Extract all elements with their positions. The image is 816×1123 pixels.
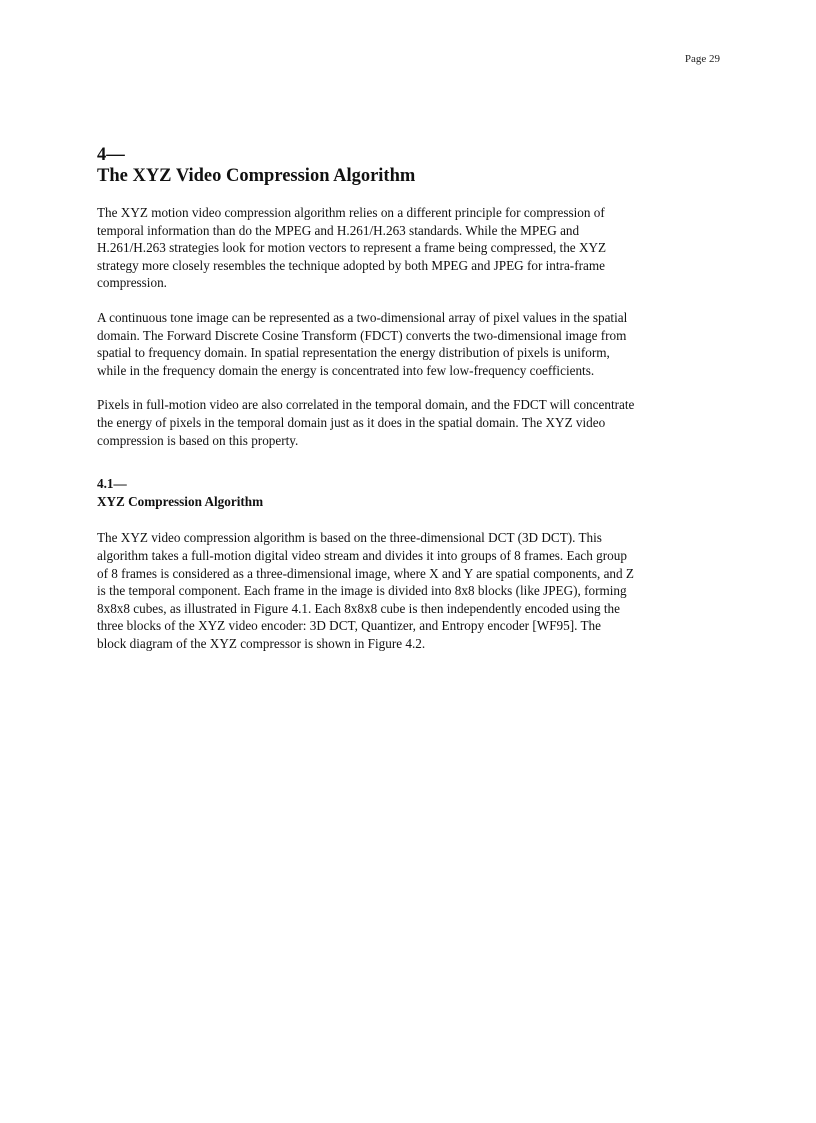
chapter-heading (97, 145, 722, 187)
text-line: strategy more closely resembles the technique adopted by both MPEG and JPEG for intra-frame (97, 257, 605, 273)
text-line: algorithm takes a full-motion digital video stream and divides it into groups of 8 frames. Each group (97, 547, 627, 563)
intro-paragraph-1 (97, 204, 722, 292)
section-heading (97, 475, 722, 510)
text-line: the energy of pixels in the temporal domain just as it does in the spatial domain. The XYZ video (97, 414, 606, 430)
text-line: 8x8x8 cubes, as illustrated in Figure 4.1. Each 8x8x8 cube is then independently encoded using the (97, 600, 620, 616)
text-line: of 8 frames is considered as a three-dimensional image, where X and Y are spatial components, and Z (97, 565, 634, 581)
text-line: domain. The Forward Discrete Cosine Transform (FDCT) converts the two-dimensional image from (97, 327, 627, 343)
chapter-number: 4— (97, 145, 125, 165)
section-paragraph-1 (97, 529, 722, 652)
intro-paragraph-3 (97, 396, 722, 449)
section-title: XYZ Compression Algorithm (97, 493, 264, 509)
text-line: three blocks of the XYZ video encoder: 3D DCT, Quantizer, and Entropy encoder [WF95]. The (97, 618, 601, 634)
text-line: is the temporal component. Each frame in the image is divided into 8x8 blocks (like JPEG), forming (97, 583, 627, 599)
text-line: A continuous tone image can be represented as a two-dimensional array of pixel values in the spatial (97, 309, 628, 325)
text-line: spatial to frequency domain. In spatial representation the energy distribution of pixels is uniform, (97, 345, 610, 361)
chapter-title: The XYZ Video Compression Algorithm (97, 166, 416, 186)
text-line: while in the frequency domain the energy is concentrated into few low-frequency coefficients. (97, 362, 595, 378)
text-line: The XYZ motion video compression algorithm relies on a different principle for compression of (97, 205, 605, 220)
intro-paragraph-2 (97, 309, 722, 379)
text-line: block diagram of the XYZ compressor is shown in Figure 4.2. (97, 635, 426, 651)
text-line: H.261/H.263 strategies look for motion vectors to represent a frame being compressed, the XYZ (97, 240, 607, 256)
page-number: Page 29 (684, 53, 720, 65)
text-line: compression is based on this property. (97, 432, 299, 448)
text-line: temporal information than do the MPEG and H.261/H.263 standards. While the MPEG and (97, 222, 580, 238)
section-number: 4.1— (97, 476, 127, 492)
text-line: compression. (97, 275, 167, 291)
text-line: Pixels in full-motion video are also correlated in the temporal domain, and the FDCT will concentrate (97, 397, 635, 413)
text-line: The XYZ video compression algorithm is based on the three-dimensional DCT (3D DCT). This (97, 530, 602, 546)
page-content (97, 145, 722, 669)
